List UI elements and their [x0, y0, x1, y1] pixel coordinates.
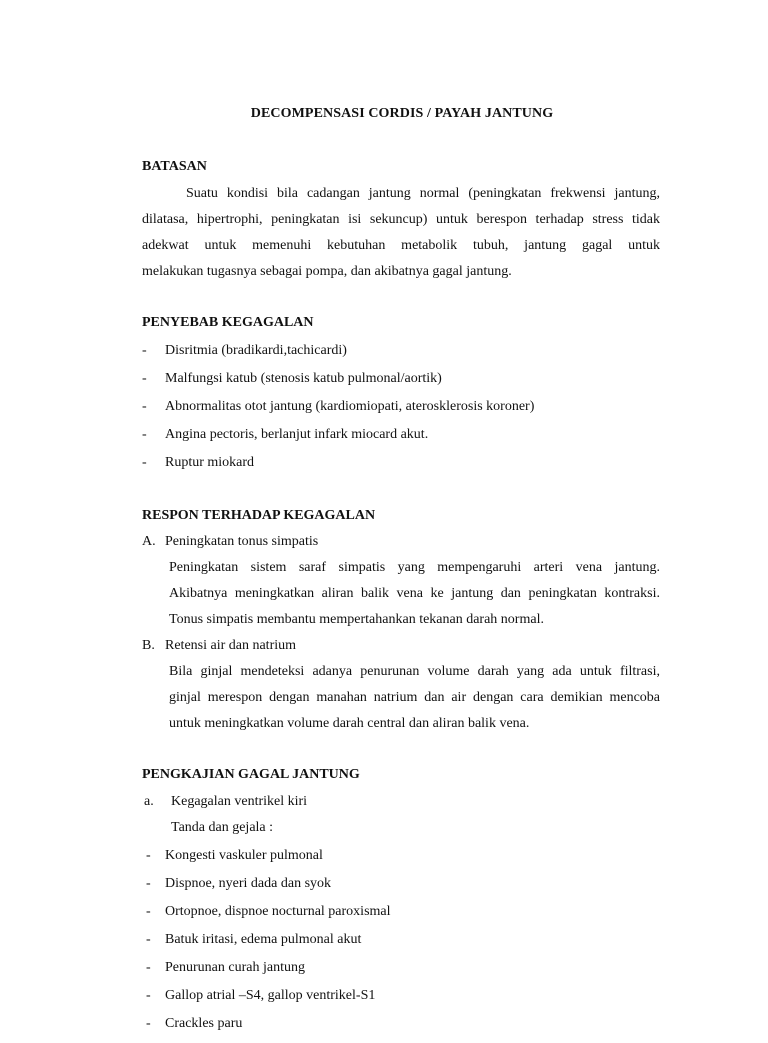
item-label: Retensi air dan natrium	[165, 638, 297, 653]
respon-item-a-paragraph	[169, 555, 660, 633]
list-item-text: Gallop atrial –S4, gallop ventrikel-S1	[165, 988, 376, 1003]
list-item	[142, 454, 672, 482]
bullet-dash: -	[142, 371, 147, 386]
penyebab-list	[142, 342, 672, 482]
bullet-dash: -	[146, 988, 151, 1003]
list-item-text: Ortopnoe, dispnoe nocturnal paroxismal	[165, 904, 391, 919]
list-item	[142, 370, 672, 398]
bullet-dash: -	[146, 1016, 151, 1031]
list-item-text: Disritmia (bradikardi,tachicardi)	[165, 343, 347, 358]
paragraph-line: Bila ginjal mendeteksi adanya penurunan volume darah yang ada untuk filtrasi,	[169, 664, 660, 679]
list-item	[142, 931, 672, 959]
list-item	[142, 959, 672, 987]
paragraph-line: Peningkatan sistem saraf simpatis yang mempengaruhi arteri vena jantung.	[169, 560, 660, 575]
item-marker: a.	[144, 794, 154, 809]
batasan-paragraph	[142, 181, 660, 285]
paragraph-line: ginjal merespon dengan manahan natrium dan air dengan cara demikian mencoba	[169, 690, 660, 705]
list-item-text: Ruptur miokard	[165, 455, 255, 470]
list-item	[142, 1015, 672, 1043]
list-item	[142, 875, 672, 903]
paragraph-line: Tonus simpatis membantu mempertahankan tekanan darah normal.	[169, 612, 544, 627]
paragraph-line: dilatasa, hipertrophi, peningkatan isi sekuncup) untuk berespon terhadap stress tidak	[142, 212, 660, 227]
bullet-dash: -	[142, 399, 147, 414]
bullet-dash: -	[146, 932, 151, 947]
item-label: Kegagalan ventrikel kiri	[171, 794, 308, 809]
pengkajian-list	[142, 847, 672, 1043]
paragraph-line: Suatu kondisi bila cadangan jantung normal (peningkatan frekwensi jantung,	[186, 186, 660, 201]
paragraph-line: untuk meningkatkan volume darah central dan aliran balik vena.	[169, 716, 530, 731]
list-item-text: Malfungsi katub (stenosis katub pulmonal/aortik)	[165, 371, 442, 386]
section-heading-pengkajian: PENGKAJIAN GAGAL JANTUNG	[142, 767, 360, 782]
list-item-text: Kongesti vaskuler pulmonal	[165, 848, 323, 863]
bullet-dash: -	[142, 427, 147, 442]
section-heading-respon: RESPON TERHADAP KEGAGALAN	[142, 508, 376, 523]
list-item-text: Abnormalitas otot jantung (kardiomiopati, aterosklerosis koroner)	[165, 399, 535, 414]
bullet-dash: -	[146, 904, 151, 919]
bullet-dash: -	[146, 960, 151, 975]
item-label: Peningkatan tonus simpatis	[165, 534, 319, 549]
item-marker: B.	[142, 638, 155, 653]
list-item	[142, 426, 672, 454]
list-item	[142, 903, 672, 931]
list-item	[142, 847, 672, 875]
list-item-text: Batuk iritasi, edema pulmonal akut	[165, 932, 362, 947]
document-title: DECOMPENSASI CORDIS / PAYAH JANTUNG	[250, 106, 554, 121]
list-item-text: Crackles paru	[165, 1016, 243, 1031]
list-item	[142, 342, 672, 370]
item-marker: A.	[142, 534, 156, 549]
list-item	[142, 398, 672, 426]
paragraph-line: adekwat untuk memenuhi kebutuhan metabolik tubuh, jantung gagal untuk	[142, 238, 660, 253]
paragraph-line: melakukan tugasnya sebagai pompa, dan akibatnya gagal jantung.	[142, 264, 512, 279]
list-item	[142, 987, 672, 1015]
respon-item-b-paragraph	[169, 659, 660, 737]
section-heading-batasan: BATASAN	[142, 159, 207, 174]
section-heading-penyebab: PENYEBAB KEGAGALAN	[142, 315, 314, 330]
tanda-gejala-label: Tanda dan gejala :	[171, 820, 274, 835]
list-item-text: Penurunan curah jantung	[165, 960, 305, 975]
paragraph-line: Akibatnya meningkatkan aliran balik vena ke jantung dan peningkatan kontraksi.	[169, 586, 660, 601]
bullet-dash: -	[146, 876, 151, 891]
list-item-text: Angina pectoris, berlanjut infark miocard akut.	[165, 427, 429, 442]
bullet-dash: -	[146, 848, 151, 863]
list-item-text: Dispnoe, nyeri dada dan syok	[165, 876, 332, 891]
bullet-dash: -	[142, 455, 147, 470]
bullet-dash: -	[142, 343, 147, 358]
